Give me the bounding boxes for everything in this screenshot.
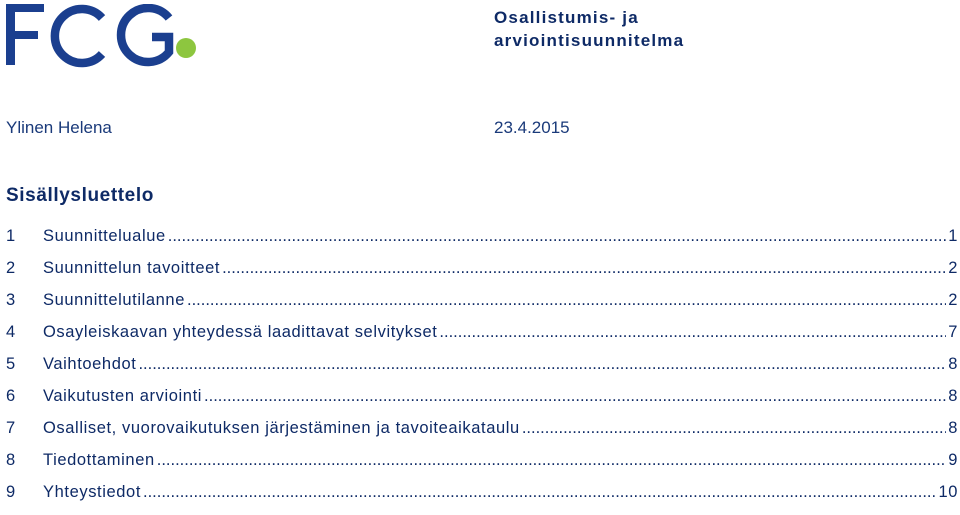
toc-entry-page: 2	[948, 291, 958, 309]
toc-entry-label: Osayleiskaavan yhteydessä laadittavat selvitykset	[43, 323, 438, 341]
toc-entry-page: 7	[948, 323, 958, 341]
toc-entry-page: 8	[948, 355, 958, 373]
toc-entry-label: Vaikutusten arviointi	[43, 387, 203, 405]
toc-entry[interactable]	[6, 355, 958, 387]
toc-entry-page: 1	[948, 227, 958, 245]
toc-dot-leader	[439, 323, 946, 342]
toc-entry-label: Suunnittelualue	[43, 227, 166, 245]
toc-dot-leader	[204, 387, 946, 406]
toc-entry[interactable]	[6, 419, 958, 451]
toc-entry-number: 6	[6, 387, 16, 405]
toc-entry-page: 8	[948, 419, 958, 437]
toc-entry-number: 9	[6, 483, 16, 501]
toc-entry-label: Vaihtoehdot	[43, 355, 137, 373]
toc-dot-leader	[138, 355, 946, 374]
toc-dot-leader	[522, 419, 946, 438]
author-name: Ylinen Helena	[6, 118, 112, 137]
toc-entry-label: Suunnittelutilanne	[43, 291, 185, 309]
toc-entry-number: 7	[6, 419, 16, 437]
toc-entry-number: 5	[6, 355, 16, 373]
toc-entry-page: 10	[938, 483, 958, 501]
toc-entry-number: 3	[6, 291, 16, 309]
toc-entry[interactable]	[6, 227, 958, 259]
document-title	[494, 6, 684, 52]
toc-dot-leader	[187, 291, 946, 310]
document-title-line1: Osallistumis- ja	[494, 8, 639, 27]
toc-entry-number: 2	[6, 259, 16, 277]
toc-dot-leader	[222, 259, 946, 278]
toc-entry-page: 9	[948, 451, 958, 469]
toc-entry[interactable]	[6, 483, 958, 515]
toc-entry[interactable]	[6, 451, 958, 483]
toc-entry-number: 8	[6, 451, 16, 469]
toc-entry[interactable]	[6, 323, 958, 355]
toc-dot-leader	[157, 451, 946, 470]
toc-entry-page: 8	[948, 387, 958, 405]
fcg-logo	[6, 4, 202, 68]
toc-entry-label: Osalliset, vuorovaikutuksen järjestäminen ja tavoiteaikataulu	[43, 419, 520, 437]
toc-entry-page: 2	[948, 259, 958, 277]
toc-entry[interactable]	[6, 291, 958, 323]
toc-dot-leader	[143, 483, 936, 502]
toc-entry-label: Suunnittelun tavoitteet	[43, 259, 221, 277]
table-of-contents	[6, 227, 958, 515]
toc-entry-number: 1	[6, 227, 16, 245]
toc-entry-label: Yhteystiedot	[43, 483, 142, 501]
toc-heading: Sisällysluettelo	[6, 185, 154, 206]
document-date: 23.4.2015	[494, 118, 570, 137]
document-title-line2: arviointisuunnitelma	[494, 31, 685, 50]
toc-entry-label: Tiedottaminen	[43, 451, 155, 469]
toc-dot-leader	[168, 227, 946, 246]
toc-entry-number: 4	[6, 323, 16, 341]
toc-entry[interactable]	[6, 387, 958, 419]
toc-entry[interactable]	[6, 259, 958, 291]
